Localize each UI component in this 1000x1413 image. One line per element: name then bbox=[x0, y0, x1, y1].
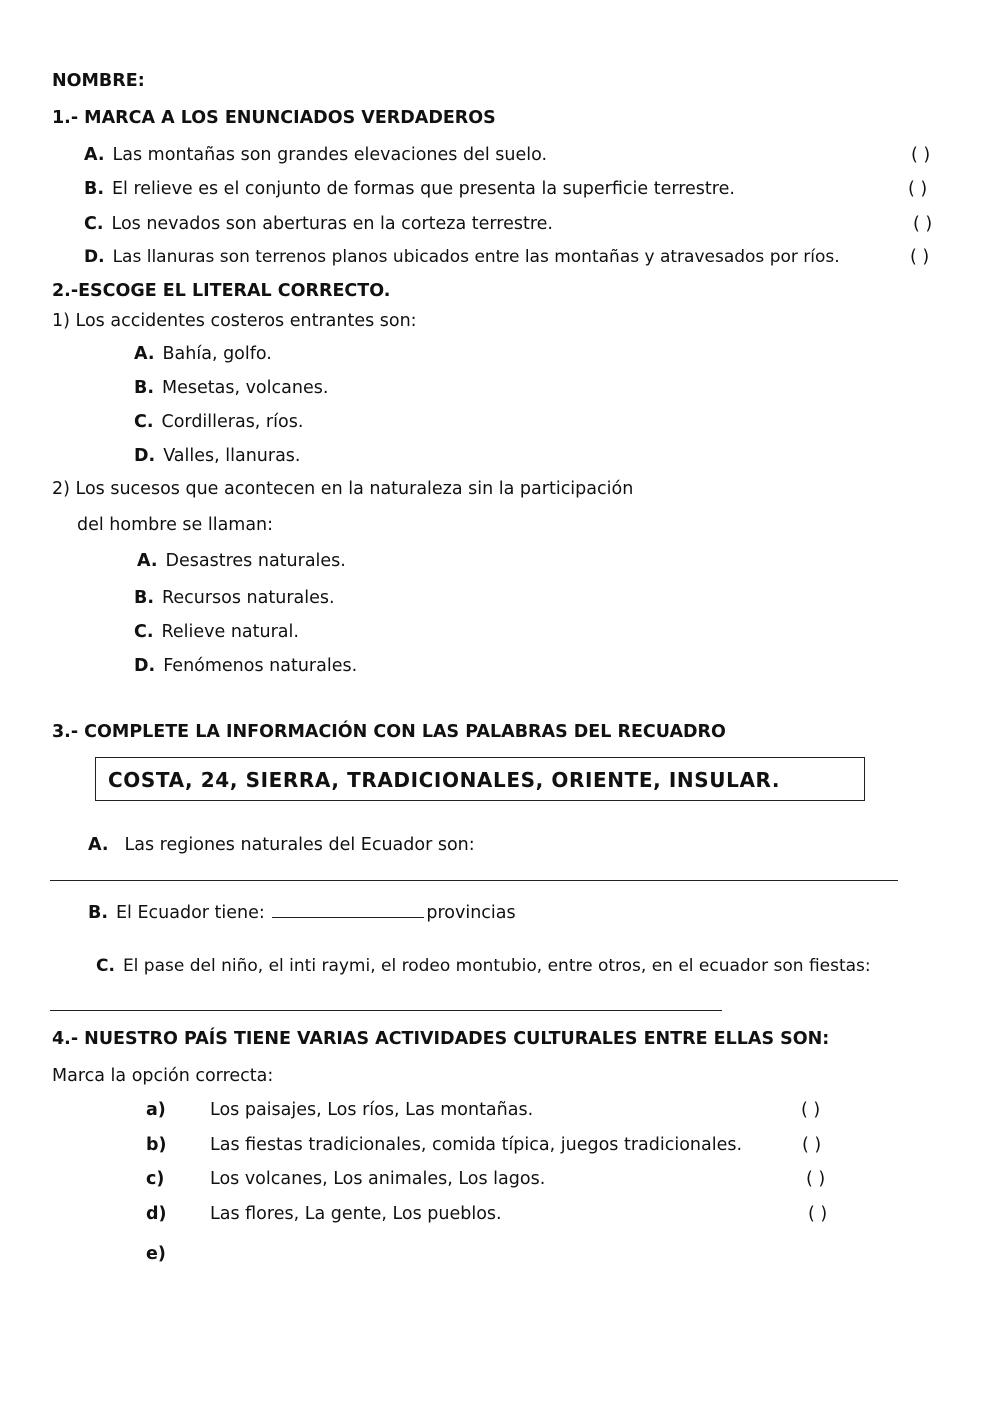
option-text: Valles, llanuras. bbox=[163, 446, 301, 466]
option-letter: d) bbox=[146, 1204, 167, 1224]
section2-title: 2.-ESCOGE EL LITERAL CORRECTO. bbox=[52, 281, 391, 301]
item-text: Los nevados son aberturas en la corteza terrestre. bbox=[111, 214, 553, 234]
fill-b-prompt bbox=[88, 900, 516, 924]
answer-paren[interactable]: ( ) bbox=[908, 179, 928, 199]
option-item[interactable] bbox=[134, 445, 301, 467]
option-letter: C. bbox=[134, 412, 154, 432]
option-letter: a) bbox=[146, 1100, 166, 1120]
section4-title: 4.- NUESTRO PAÍS TIENE VARIAS ACTIVIDADES CULTURALES ENTRE ELLAS SON: bbox=[52, 1029, 830, 1049]
question-2-line1: 2) Los sucesos que acontecen en la naturaleza sin la participación bbox=[52, 479, 634, 499]
item-text: El pase del niño, el inti raymi, el rodeo montubio, entre otros, en el ecuador son fiestas: bbox=[122, 956, 871, 976]
item-text: El relieve es el conjunto de formas que presenta la superficie terrestre. bbox=[112, 179, 735, 199]
option-text: Recursos naturales. bbox=[162, 588, 335, 608]
item-letter: A. bbox=[84, 145, 105, 165]
option-text: Las flores, La gente, Los pueblos. bbox=[210, 1204, 502, 1224]
section1-item-a bbox=[84, 144, 547, 166]
item-text: Las llanuras son terrenos planos ubicados entre las montañas y atravesados por ríos. bbox=[112, 247, 840, 267]
section3-title: 3.- COMPLETE LA INFORMACIÓN CON LAS PALABRAS DEL RECUADRO bbox=[52, 722, 726, 742]
option-item[interactable] bbox=[137, 550, 346, 572]
answer-paren[interactable]: ( ) bbox=[913, 214, 933, 234]
answer-paren[interactable]: ( ) bbox=[911, 145, 931, 165]
option-letter: C. bbox=[134, 622, 154, 642]
option-text: Bahía, golfo. bbox=[162, 344, 272, 364]
option-text: Los paisajes, Los ríos, Las montañas. bbox=[210, 1100, 534, 1120]
fill-c-prompt bbox=[96, 955, 871, 977]
item-letter: B. bbox=[88, 903, 108, 923]
option-item[interactable] bbox=[134, 587, 335, 609]
option-letter: B. bbox=[134, 378, 154, 398]
item-letter: B. bbox=[84, 179, 104, 199]
item-letter: D. bbox=[84, 247, 105, 267]
option-item[interactable] bbox=[134, 411, 303, 433]
option-letter: D. bbox=[134, 446, 156, 466]
option-item[interactable] bbox=[134, 377, 328, 399]
option-letter: A. bbox=[134, 344, 155, 364]
option-text: Las fiestas tradicionales, comida típica, juegos tradicionales. bbox=[210, 1135, 743, 1155]
option-letter: D. bbox=[134, 656, 156, 676]
answer-paren[interactable]: ( ) bbox=[806, 1169, 826, 1189]
option-letter: A. bbox=[137, 551, 158, 571]
option-text: Mesetas, volcanes. bbox=[162, 378, 329, 398]
answer-line[interactable] bbox=[50, 1010, 722, 1011]
item-text: Las montañas son grandes elevaciones del suelo. bbox=[112, 145, 548, 165]
question-1: 1) Los accidentes costeros entrantes son: bbox=[52, 311, 417, 331]
word-box-text: COSTA, 24, SIERRA, TRADICIONALES, ORIENTE, INSULAR. bbox=[108, 768, 781, 792]
answer-line[interactable] bbox=[50, 880, 898, 881]
question-2-line2: del hombre se llaman: bbox=[77, 515, 274, 535]
option-letter: b) bbox=[146, 1135, 167, 1155]
section4-instruction: Marca la opción correcta: bbox=[52, 1066, 274, 1086]
answer-paren[interactable]: ( ) bbox=[910, 247, 930, 267]
option-text: Fenómenos naturales. bbox=[163, 656, 358, 676]
option-item[interactable] bbox=[134, 655, 357, 677]
option-text: Los volcanes, Los animales, Los lagos. bbox=[210, 1169, 546, 1189]
answer-paren[interactable]: ( ) bbox=[802, 1135, 822, 1155]
nombre-label: NOMBRE: bbox=[52, 71, 145, 91]
fill-a-prompt bbox=[88, 834, 475, 856]
item-text: Las regiones naturales del Ecuador son: bbox=[124, 835, 475, 855]
option-letter: B. bbox=[134, 588, 154, 608]
section1-title: 1.- MARCA A LOS ENUNCIADOS VERDADEROS bbox=[52, 108, 496, 128]
item-letter: C. bbox=[96, 956, 115, 976]
item-letter: A. bbox=[88, 835, 109, 855]
option-letter: c) bbox=[146, 1169, 165, 1189]
option-letter: e) bbox=[146, 1244, 166, 1264]
answer-paren[interactable]: ( ) bbox=[808, 1204, 828, 1224]
section1-item-d bbox=[84, 246, 840, 268]
word-box bbox=[95, 757, 865, 801]
answer-blank[interactable] bbox=[272, 900, 424, 918]
option-text: Desastres naturales. bbox=[165, 551, 346, 571]
item-text-after: provincias bbox=[426, 903, 516, 923]
option-text: Cordilleras, ríos. bbox=[161, 412, 304, 432]
option-item[interactable] bbox=[134, 343, 272, 365]
option-text: Relieve natural. bbox=[161, 622, 299, 642]
section1-item-b bbox=[84, 178, 735, 200]
answer-paren[interactable]: ( ) bbox=[801, 1100, 821, 1120]
item-letter: C. bbox=[84, 214, 104, 234]
option-item[interactable] bbox=[134, 621, 299, 643]
section1-item-c bbox=[84, 213, 553, 235]
item-text-before: El Ecuador tiene: bbox=[116, 903, 265, 923]
